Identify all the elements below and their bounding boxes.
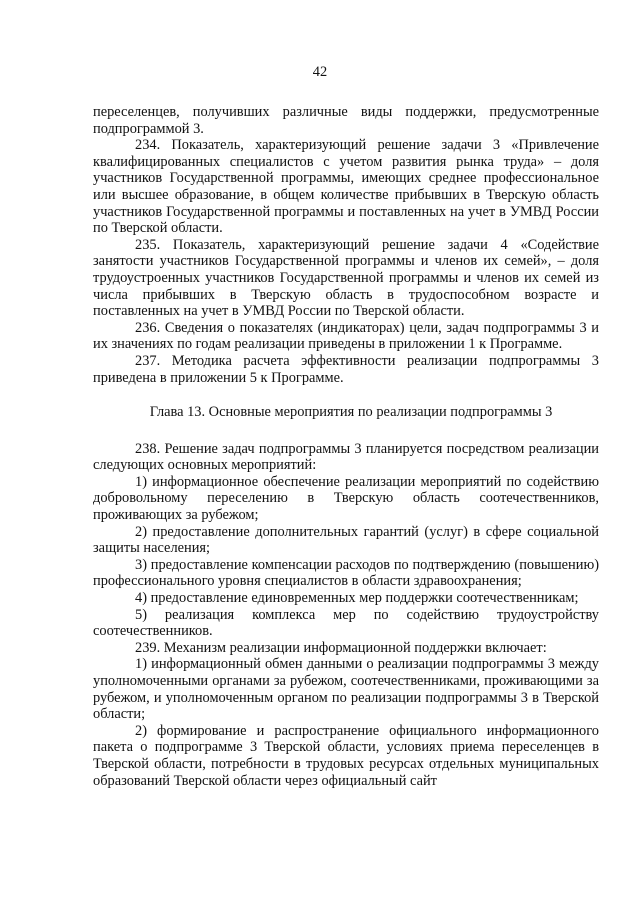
paragraph: 5) реализация комплекса мер по содействию трудоустройству соотечественников. — [93, 606, 599, 640]
paragraph: 234. Показатель, характеризующий решение задачи 3 «Привлечение квалифицированных специалистов с учетом развития рынка труда» – доля участников Государственной программы, имеющих среднее профессиональное или высшее образование, в общем количестве прибывших в Тверскую область участников Государственной программы и поставленных на учет в УМВД России по Тверской области. — [93, 137, 599, 237]
paragraph: 2) предоставление дополнительных гарантий (услуг) в сфере социальной защиты населения; — [93, 523, 599, 557]
paragraph: 1) информационный обмен данными о реализации подпрограммы 3 между уполномоченными органами за рубежом, соотечественниками, проживающими за рубежом, и уполномоченным органом по реализации подпрограммы 3 в Тверской области; — [93, 656, 599, 723]
paragraphs-top — [93, 104, 599, 386]
paragraph: 3) предоставление компенсации расходов по подтверждению (повышению) профессионального уровня специалистов в области здравоохранения; — [93, 556, 599, 590]
paragraph: 236. Сведения о показателях (индикаторах) цели, задач подпрограммы 3 и их значениях по годам реализации приведены в приложении 1 к Программе. — [93, 319, 599, 353]
paragraph: 239. Механизм реализации информационной поддержки включает: — [135, 639, 547, 656]
paragraph: 4) предоставление единовременных мер поддержки соотечественникам; — [135, 590, 579, 607]
paragraph: переселенцев, получивших различные виды поддержки, предусмотренные подпрограммой 3. — [93, 104, 599, 137]
paragraphs-bottom — [93, 441, 599, 789]
paragraph: 235. Показатель, характеризующий решение задачи 4 «Содействие занятости участников Государственной программы и членов их семей», – доля трудоустроенных участников Государственной программы и членов их семей из числа прибывших в Тверскую область в трудоспособном возрасте и поставленных на учет в УМВД России по Тверской области. — [93, 236, 599, 320]
paragraph: 238. Решение задач подпрограммы 3 планируется посредством реализации следующих основных мероприятий: — [93, 440, 599, 474]
chapter-heading: Глава 13. Основные мероприятия по реализации подпрограммы 3 — [149, 404, 553, 421]
page-number: 42 — [312, 64, 328, 80]
paragraph: 237. Методика расчета эффективности реализации подпрограммы 3 приведена в приложении 5 к Программе. — [93, 352, 599, 386]
document-body — [93, 104, 599, 789]
paragraph: 1) информационное обеспечение реализации мероприятий по содействию добровольному переселению в Тверскую область соотечественников, проживающих за рубежом; — [93, 473, 599, 524]
paragraph: 2) формирование и распространение официального информационного пакета о подпрограмме 3 Тверской области, условиях приема переселенцев в Тверской области, потребности в трудовых ресурсах отдельных муниципальных образований Тверской области через официальный сайт — [93, 722, 599, 789]
